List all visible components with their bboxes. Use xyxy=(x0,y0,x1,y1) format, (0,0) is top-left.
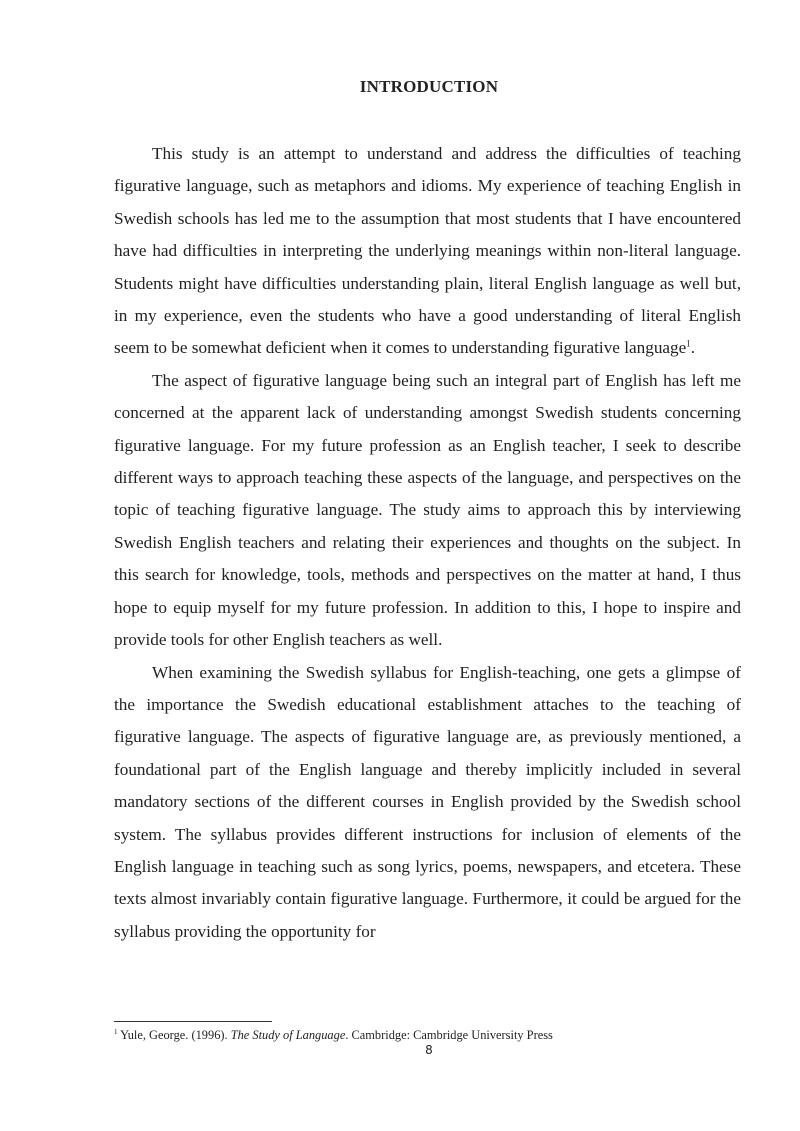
footnote-author: Yule, George. (1996). xyxy=(117,1028,231,1042)
paragraph-1-end: . xyxy=(690,338,696,358)
paragraph-2: The aspect of figurative language being such an integral part of English has left me concerned at the apparent lack of understanding amongst Swedish students concerning figurative language. For my future profession as an English teacher, I seek to describe different ways to approach teaching these aspects of the language, and perspectives on the topic of teaching figurative language. The study aims to approach this by interviewing Swedish English teachers and relating their experiences and thoughts on the subject. In this search for knowledge, tools, methods and perspectives on the matter at hand, I thus hope to equip myself for my future profession. In addition to this, I hope to inspire and provide tools for other English teachers as well. xyxy=(114,370,741,650)
footnote-separator xyxy=(114,1021,272,1022)
page-number: 8 xyxy=(425,1043,433,1057)
footnote xyxy=(114,1027,754,1043)
section-heading: INTRODUCTION xyxy=(359,77,499,96)
footnote-title: The Study of Language xyxy=(230,1028,346,1042)
body-text xyxy=(114,138,741,948)
footnote-marker: 1 xyxy=(114,1027,118,1036)
paragraph-1-text: This study is an attempt to understand and address the difficulties of teaching figurative language, such as metaphors and idioms. My experience of teaching English in Swedish schools has led me to the assumption that most students that I have encountered have had difficulties in interpreting the underlying meanings within non-literal language. Students might have difficulties understanding plain, literal English language as well but, in my experience, even the students who have a good understanding of literal English seem to be somewhat deficient when it comes to understanding figurative language xyxy=(114,144,741,358)
paragraph-1 xyxy=(114,138,741,365)
paragraph-3: When examining the Swedish syllabus for English-teaching, one gets a glimpse of the importance the Swedish educational establishment attaches to the teaching of figurative language. The aspects of figurative language are, as previously mentioned, a foundational part of the English language and thereby implicitly included in several mandatory sections of the different courses in English provided by the Swedish school system. The syllabus provides different instructions for inclusion of elements of the English language in teaching such as song lyrics, poems, newspapers, and etcetera. These texts almost invariably contain figurative language. Furthermore, it could be argued for the syllabus providing the opportunity for xyxy=(114,662,741,941)
footnote-publisher: . Cambridge: Cambridge University Press xyxy=(345,1028,553,1042)
footnote-reference: 1 xyxy=(686,338,691,349)
